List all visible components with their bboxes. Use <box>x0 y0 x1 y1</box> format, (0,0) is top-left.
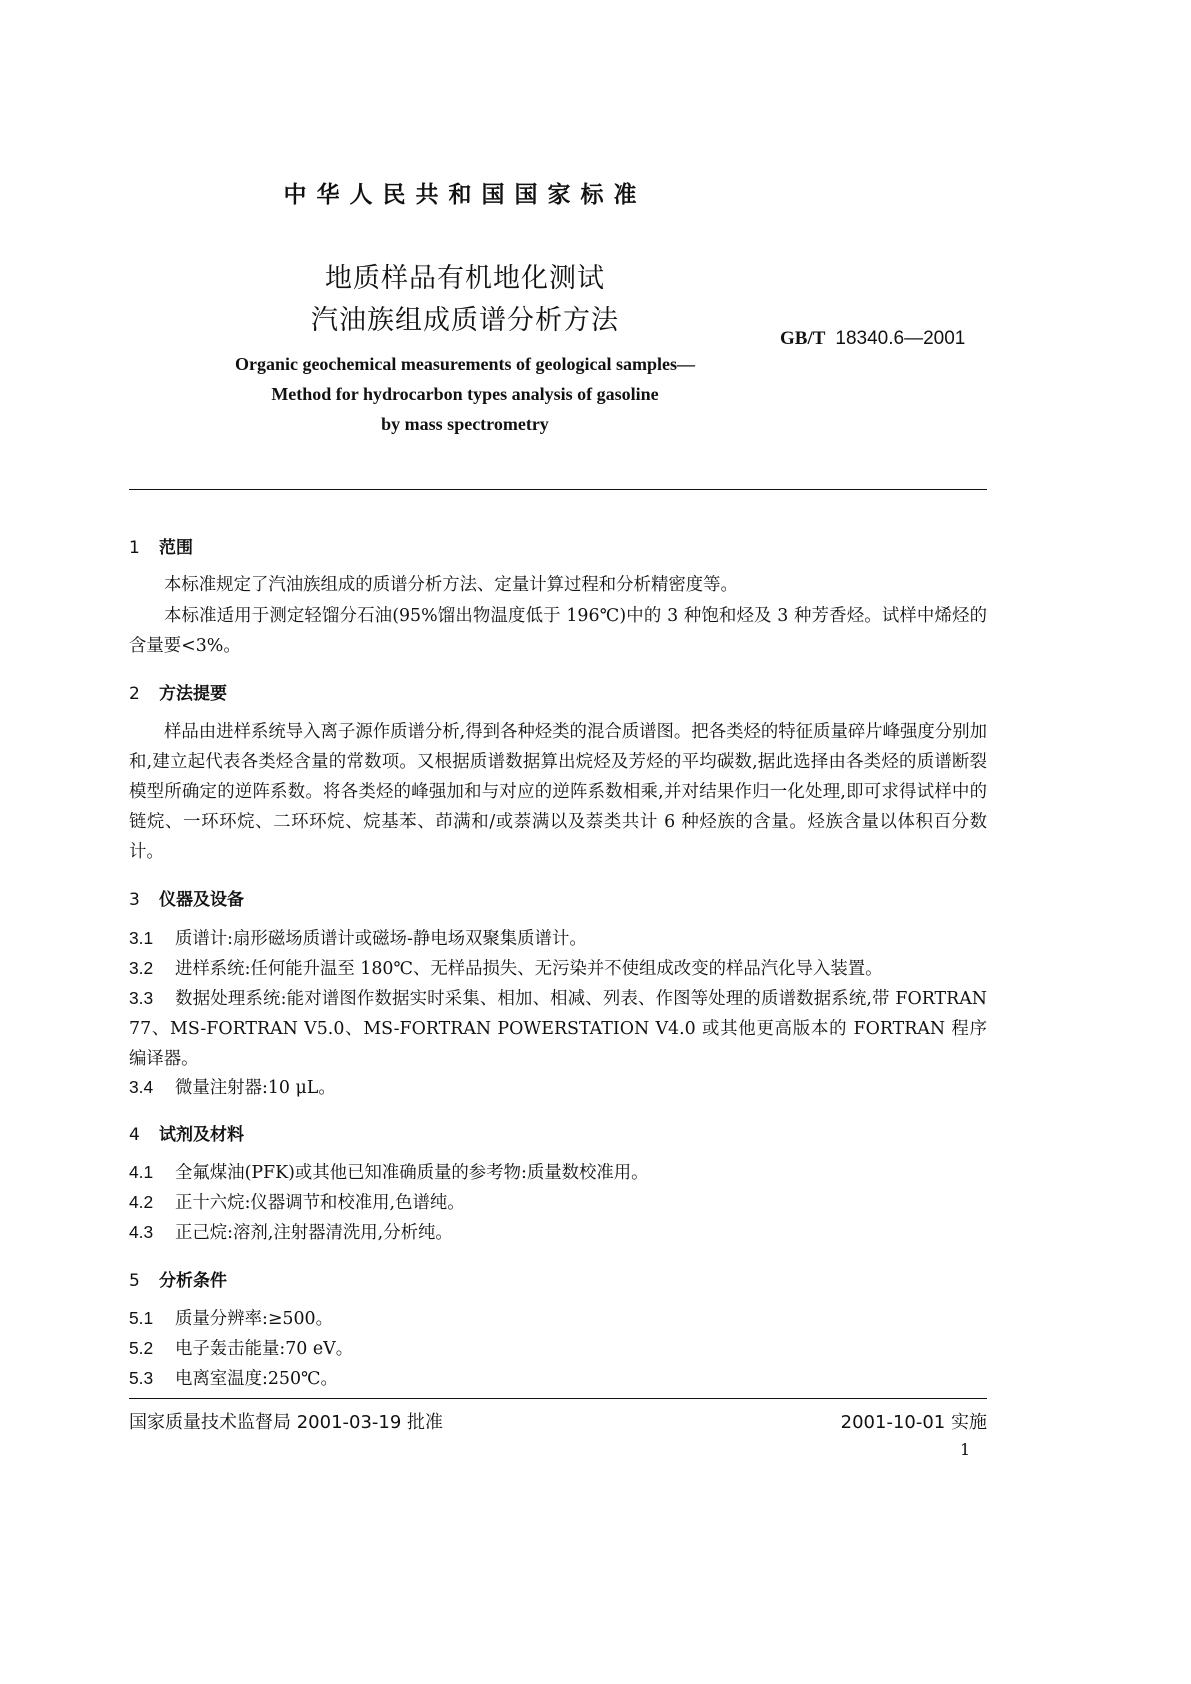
title-en-line-3: by mass spectrometry <box>381 414 549 434</box>
section-heading: 3 仪器及设备 <box>129 890 244 910</box>
list-item: 3.4 微量注射器:10 μL。 <box>129 1077 336 1098</box>
page-number: 1 <box>960 1440 971 1459</box>
effective-date: 2001-10-01 实施 <box>840 1412 987 1433</box>
code-prefix: GB/T <box>780 328 826 349</box>
paragraph: 本标准规定了汽油族组成的质谱分析方法、定量计算过程和分析精密度等。 <box>164 575 738 595</box>
standard-type: 中华人民共和国国家标准 <box>283 182 647 208</box>
footer-divider <box>129 1398 987 1399</box>
list-item: 4.1 全氟煤油(PFK)或其他已知准确质量的参考物:质量数校准用。 <box>129 1162 649 1183</box>
paragraph: 本标准适用于测定轻馏分石油(95%馏出物温度低于 196℃)中的 3 种饱和烃及 3 种芳香烃。试样中烯烃的含量要<3%。 <box>129 606 987 656</box>
title-en-line-2: Method for hydrocarbon types analysis of gasoline <box>271 384 659 404</box>
section-heading: 1 范围 <box>129 538 193 558</box>
code-number: 18340.6—2001 <box>835 328 966 349</box>
title-en-line-1: Organic geochemical measurements of geological samples— <box>234 354 696 374</box>
standard-code <box>780 328 965 350</box>
section-heading: 2 方法提要 <box>129 684 227 704</box>
list-item: 5.1 质量分辨率:≥500。 <box>129 1308 333 1329</box>
section-heading: 4 试剂及材料 <box>129 1125 244 1145</box>
list-item: 5.2 电子轰击能量:70 eV。 <box>129 1338 354 1359</box>
title-cn-line-2: 汽油族组成质谱分析方法 <box>311 305 619 336</box>
list-item: 4.3 正己烷:溶剂,注射器清洗用,分析纯。 <box>129 1222 453 1243</box>
section-heading: 5 分析条件 <box>129 1271 227 1291</box>
list-item: 5.3 电离室温度:250℃。 <box>129 1368 338 1389</box>
list-item: 4.2 正十六烷:仪器调节和校准用,色谱纯。 <box>129 1192 465 1213</box>
list-item: 3.1 质谱计:扇形磁场质谱计或磁场-静电场双聚集质谱计。 <box>129 928 587 949</box>
title-cn-line-1: 地质样品有机地化测试 <box>325 263 605 294</box>
paragraph: 样品由进样系统导入离子源作质谱分析,得到各种烃类的混合质谱图。把各类烃的特征质量碎片峰强度分别加和,建立起代表各类烃含量的常数项。又根据质谱数据算出烷烃及芳烃的平均碳数,据此选择由各类烃的质谱断裂模型所确定的逆阵系数。将各类烃的峰强加和与对应的逆阵系数相乘,并对结果作归一化处理,即可求得试样中的链烷、一环环烷、二环环烷、烷基苯、茚满和/或萘满以及萘类共计 6 种烃族的含量。烃族含量以体积百分数计。 <box>129 722 987 862</box>
header-divider <box>129 489 987 490</box>
list-item: 3.3 数据处理系统:能对谱图作数据实时采集、相加、相减、列表、作图等处理的质谱数据系统,带 FORTRAN 77、MS-FORTRAN V5.0、MS-FORTRAN POWERSTATION V4.0 或其他更高版本的 FORTRAN 程序编译器。 <box>129 988 987 1069</box>
list-item: 3.2 进样系统:任何能升温至 180℃、无样品损失、无污染并不使组成改变的样品汽化导入装置。 <box>129 958 883 979</box>
approval-date: 国家质量技术监督局 2001-03-19 批准 <box>129 1412 444 1433</box>
